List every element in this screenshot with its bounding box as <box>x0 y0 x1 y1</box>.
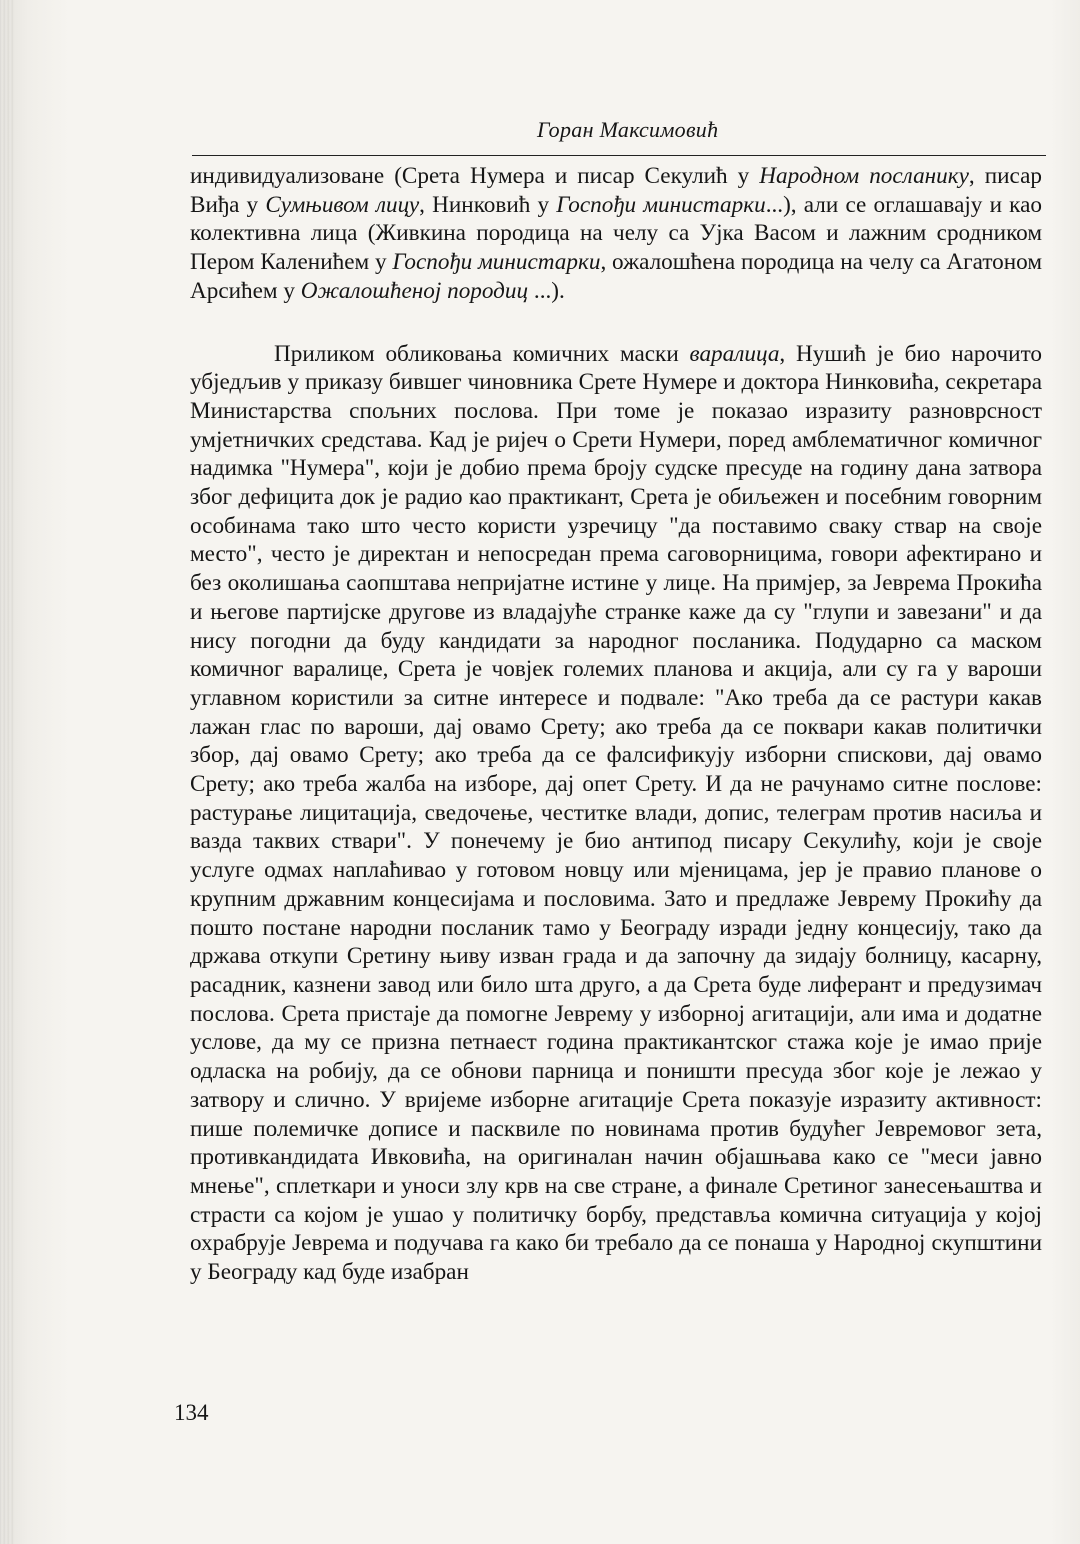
text-run: , Нушић је био нарочито убједљив у приказу бившег чиновника Срете Нумере и доктора Нинковића, секретара Министарства спољних послова. При томе је показао изразиту разноврсност умјетничких средстава. Кад је ријеч о Срети Нумери, поред амблематичног комичног надимка "Нумера", који је добио према броју судске пресуде на годину дана затвора због дефицита док је радио као практикант, Срета је обиљежен и посебним говорним особинама тако што често користи узречицу "да поставимо сваку ствар на своје место", често је директан и непосредан према саговорницима, говори афектирано и без околишања саопштава непријатне истине у лице. На примјер, за Јеврема Прокића и његове партијске другове из владајуће странке каже да су "глупи и завезани" и да нису погодни да буду кандидати за народног посланика. Подударно са маском комичног варалице, Срета је човјек големих планова и акција, али су га у вароши углавном користили за ситне интересе и подвале: "Ако треба да се растури какав лажан глас по вароши, дај овамо Срету; ако треба да се поквари какав политички збор, дај овамо Срету; ако треба да се фалсификују изборни спискови, дај овамо Срету; ако треба жалба на изборе, дај опет Срету. И да не рачунамо ситне послове: растурање лицитација, сведочење, честитке влади, допис, телеграм против насиља и вазда таквих ствари". У понечему је био антипод писару Секулићу, који је своје услуге одмах наплаћивао у готовом новцу или мјеницама, јер је правио планове о крупним државним концесијама и пословима. Зато и предлаже Јеврему Прокићу да пошто постане народни посланик тамо у Београду изради једну концесију, тако да држава откупи Сретину њиву изван града и да започну да зидају болницу, касарну, расадник, казнени завод или било шта друго, а да Срета буде лиферант и предузимач послова. Срета пристаје да помогне Јеврему у изборној агитацији, али има и додатне услове, да му се призна петнаест година практикантског стажа које је имао прије одласка на робију, да се обнови парница и поништи пресуда због које је лежао у затвору и слично. У вријеме изборне агитације Срета показује изразиту активност: пише полемичке дописе и пасквиле по новинама против будућег Јевремовог зета, противкандидата Ивковића, на оригиналан начин објашњава како се "меси јавно мнење", сплеткари и уноси злу крв на све стране, а финале Сретиног занесењаштва и страсти са којом је ушао у политичку борбу, представља комична ситуација у којој охрабрује Јеврема и подучава га како би требало да се понаша у Народној скупштини у Београду кад буде изабран <box>190 340 1042 1286</box>
text-run: индивидуализоване (Срета Нумера и писар Секулић у <box>190 163 760 189</box>
body-text <box>190 162 1042 1287</box>
text-run: ...), али се оглашавају и као колективна лица (Живкина породица на челу са Ујка Васом и лажним сродником Пером Каленићем у <box>190 191 1042 276</box>
work-title: Сумњивом лицу <box>265 191 420 218</box>
running-head <box>192 113 1046 156</box>
text-run: , писар Виђа у <box>190 163 1042 218</box>
paragraph-2 <box>190 340 1042 1287</box>
text-run: Приликом обликовања комичних маски <box>274 340 690 367</box>
work-title: Ожалошћеној породиц <box>300 277 529 304</box>
paragraph-1 <box>190 162 1042 306</box>
work-title: Народном посланику <box>759 163 969 189</box>
work-title: Госпођи министарки <box>392 249 601 276</box>
text-run: ...). <box>528 277 565 304</box>
text-run: , Нинковић у <box>419 191 557 218</box>
emphasis: варалица <box>689 340 780 367</box>
page-stack-edge <box>0 0 14 1544</box>
running-head-author: Горан Максимовић <box>537 117 719 142</box>
text-run: , ожалошћена породица на челу са Агатоном Арсићем у <box>190 249 1043 304</box>
work-title: Госпођи министарки <box>556 191 766 218</box>
page-number: 134 <box>174 1400 209 1425</box>
